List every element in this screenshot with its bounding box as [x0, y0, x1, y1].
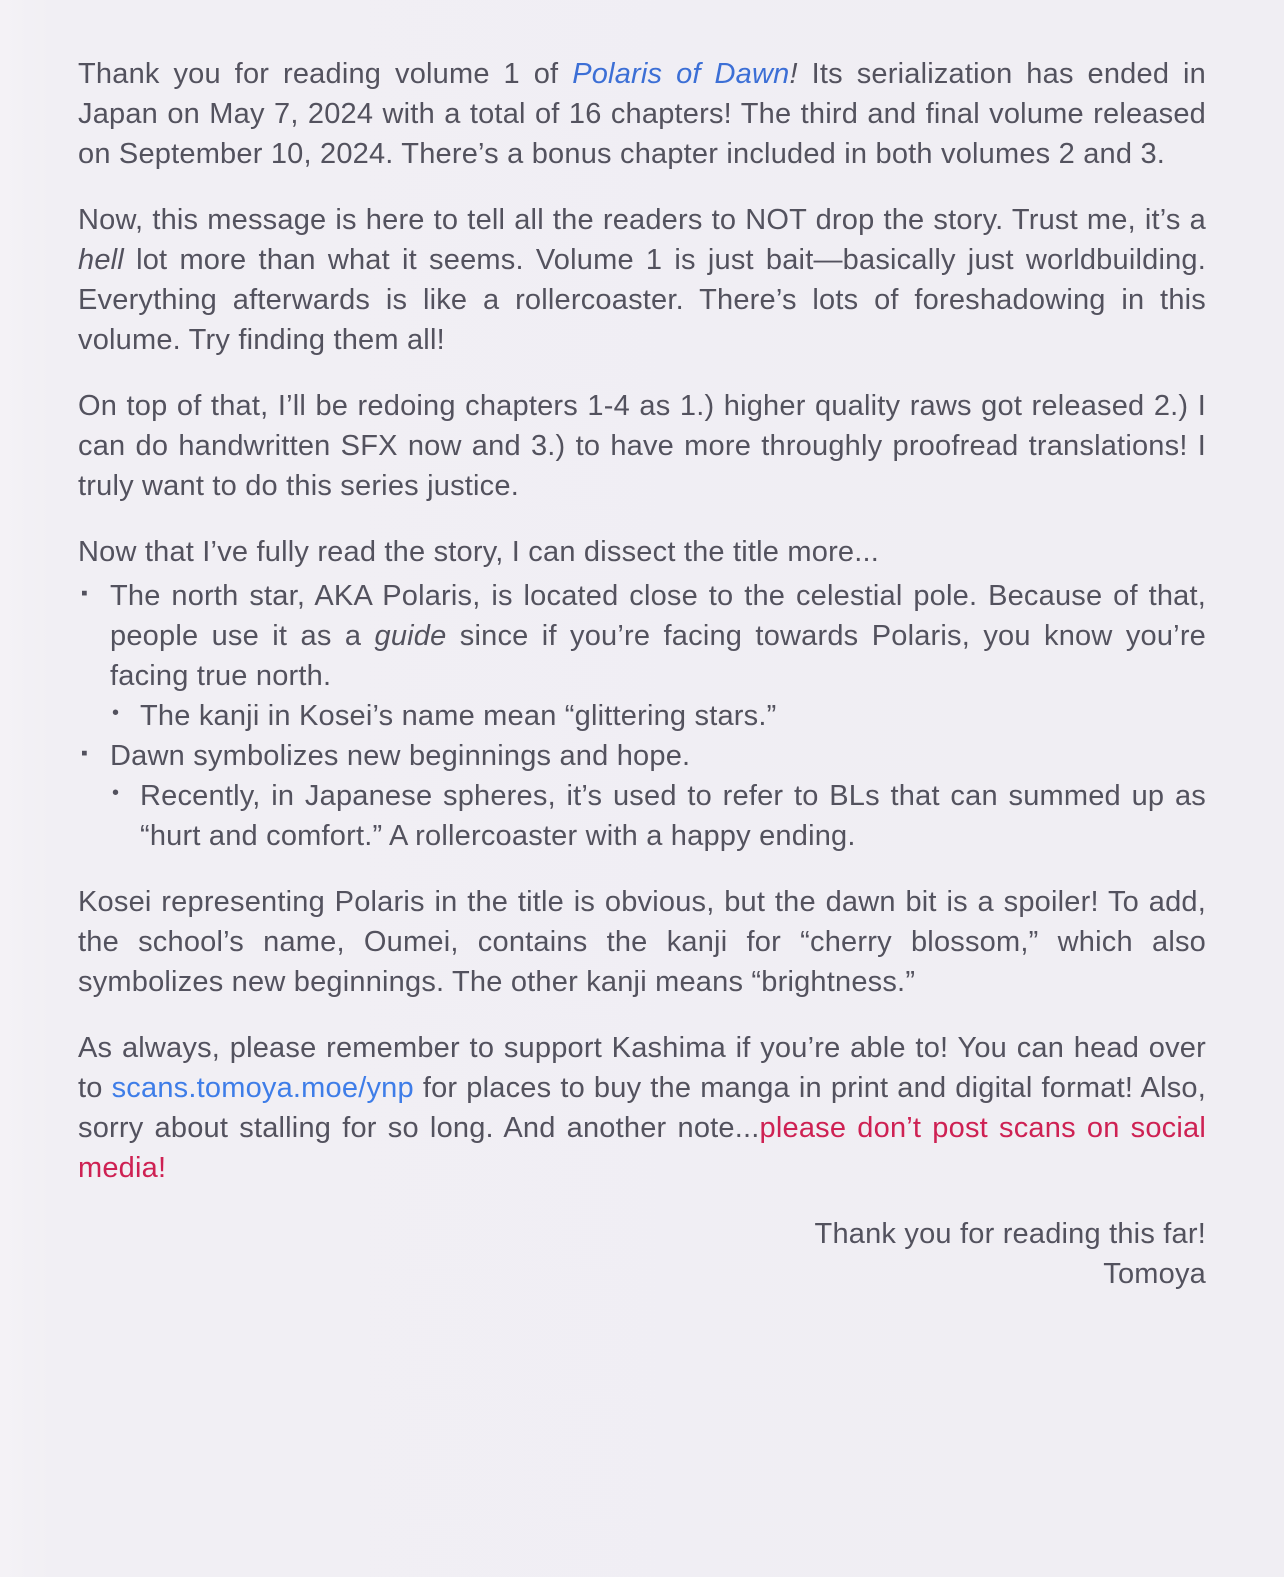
dawn-text: Dawn symbolizes new beginnings and hope.: [110, 740, 691, 772]
support-paragraph: [78, 1028, 1206, 1188]
title-dissection-list: [78, 576, 1206, 856]
scans-link[interactable]: scans.tomoya.moe/ynp: [111, 1072, 414, 1104]
support-text-middle: for places to buy the manga in print and digital format! Also, sorry about stalling for so long. And another note...: [78, 1072, 1207, 1144]
intro-paragraph: [78, 54, 1206, 174]
bullet-square-icon: ▪: [81, 583, 88, 604]
bullet-north-star: [78, 576, 1206, 696]
intro-text-start: Thank you for reading volume 1 of: [78, 58, 573, 90]
intro-text-end: Its serialization has ended in Japan on May 7, 2024 with a total of 16 chapters! The third and final volume released on September 10, 2024. There’s a bonus chapter included in both volumes 2 and 3.: [78, 58, 1206, 170]
dont-drop-paragraph: [78, 200, 1206, 360]
dont-drop-text-end: lot more than what it seems. Volume 1 is just bait—basically just worldbuilding. Everything afterwards is like a rollercoaster. There’s lots of foreshadowing in this volume. Try finding them all!: [78, 244, 1206, 356]
sub-bullet-kosei-kanji: [108, 696, 1206, 736]
north-star-text-end: since if you’re facing towards Polaris, you know you’re facing true north.: [110, 620, 1206, 692]
redo-chapters-paragraph: On top of that, I’ll be redoing chapters 1-4 as 1.) higher quality raws got released 2.) I can do handwritten SFX now and 3.) to have more throughly proofread translations! I truly want to do this series justice.: [78, 390, 1206, 502]
kosei-kanji-text: The kanji in Kosei’s name mean “glittering stars.”: [140, 700, 777, 732]
bullet-dot-icon: •: [112, 702, 120, 724]
bullet-square-icon: ▪: [81, 743, 88, 764]
bullet-dot-icon: •: [112, 782, 120, 804]
dont-drop-text-start: Now, this message is here to tell all the readers to NOT drop the story. Trust me, it’s a: [78, 204, 1206, 236]
signature: Tomoya: [1103, 1258, 1206, 1290]
hell-emphasis: hell: [78, 244, 124, 276]
series-title-exclamation: !: [789, 58, 798, 90]
guide-emphasis: guide: [374, 620, 447, 652]
closing-block: [78, 1214, 1206, 1294]
support-text-start: As always, please remember to support Kashima if you’re able to! You can head over to: [78, 1032, 1206, 1104]
no-scans-warning: please don’t post scans on social media!: [78, 1112, 1206, 1184]
closing-thanks: Thank you for reading this far!: [814, 1218, 1206, 1250]
bl-meaning-text: Recently, in Japanese spheres, it’s used to refer to BLs that can summed up as “hurt and comfort.” A rollercoaster with a happy ending.: [140, 780, 1206, 852]
title-dissection-intro: Now that I’ve fully read the story, I can dissect the title more...: [78, 536, 880, 568]
bullet-dawn: [78, 736, 1206, 776]
kosei-polaris-paragraph: Kosei representing Polaris in the title is obvious, but the dawn bit is a spoiler! To add, the school’s name, Oumei, contains the kanji for “cherry blossom,” which also symbolizes new beginnings. The other kanji means “brightness.”: [78, 886, 1206, 998]
series-title-text: Polaris of Dawn: [572, 58, 790, 90]
north-star-text-start: The north star, AKA Polaris, is located close to the celestial pole. Because of that, people use it as a: [110, 580, 1206, 652]
sub-bullet-bl-meaning: [108, 776, 1206, 856]
